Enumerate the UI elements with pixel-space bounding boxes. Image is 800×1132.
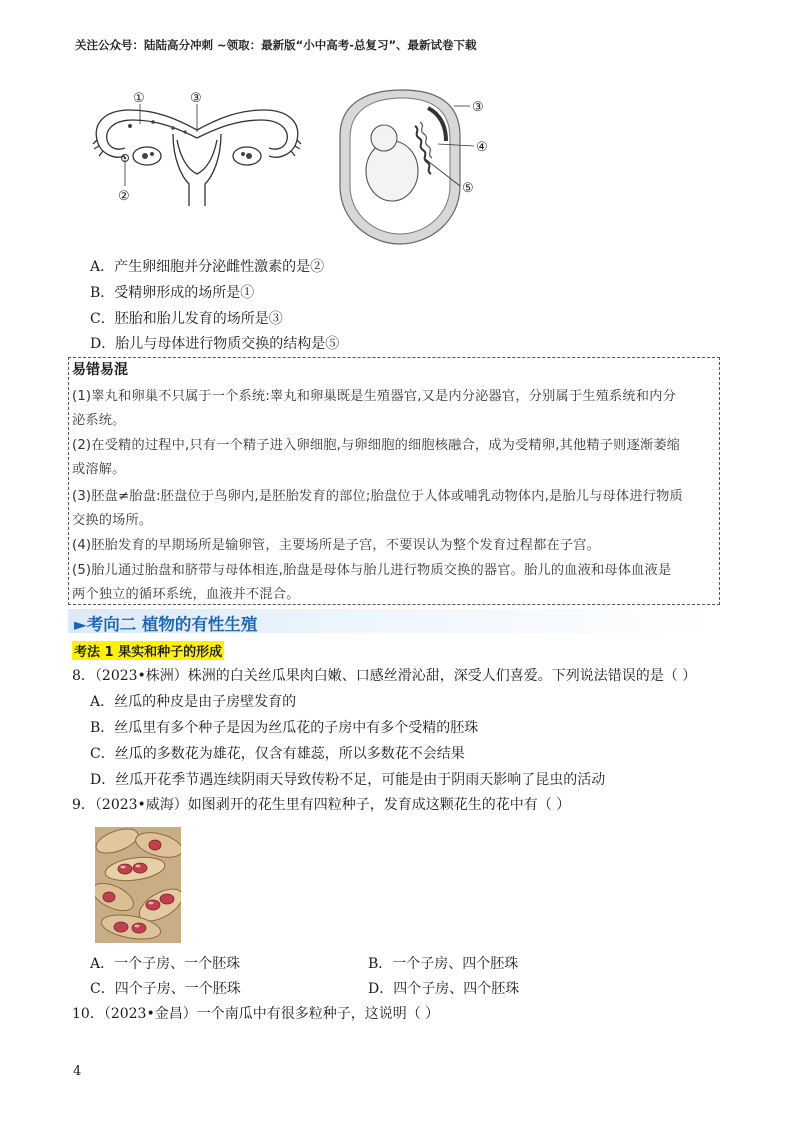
confusion-line: 泌系统。 [72,413,126,428]
q8-option-d: D．丝瓜开花季节遇连续阴雨天导致传粉不足，可能是由于阴雨天影响了昆虫的活动 [90,772,606,788]
q9-stem: 9．（2023•威海）如图剥开的花生里有四粒种子，发育成这颗花生的花中有（ ） [72,797,571,813]
q7-option-c: C．胚胎和胎儿发育的场所是③ [90,311,283,327]
q8-stem: 8．（2023•株洲）株洲的白关丝瓜果肉白嫩、口感丝滑沁甜，深受人们喜爱。下列说法错误的是（ ） [72,668,697,684]
fetus-label-5: ⑤ [462,181,474,196]
q9-option-a: A．一个子房、一个胚珠 [90,956,241,972]
uterus-label-1: ① [133,91,145,106]
confusion-line: (4)胚胎发育的早期场所是输卵管，主要场所是子宫，不要误认为整个发育过程都在子宫。 [72,538,601,553]
confusion-line: 两个独立的循环系统，血液并不混合。 [72,587,300,602]
confusion-line: (3)胚盘≠胎盘:胚盘位于鸟卵内,是胚胎发育的部位;胎盘位于人体或哺乳动物体内,是胎儿与母体进行物质 [72,489,683,504]
q7-option-a: A．产生卵细胞并分泌雌性激素的是② [90,259,325,275]
q8-option-a: A．丝瓜的种皮是由子房壁发育的 [90,694,297,710]
q9-option-b: B．一个子房、四个胚珠 [368,956,519,972]
confusion-line: 交换的场所。 [72,513,153,528]
page-number: 4 [73,1064,82,1079]
confusion-line: (1)睾丸和卵巢不只属于一个系统:睾丸和卵巢既是生殖器官,又是内分泌器官，分别属于生殖系统和内分 [72,389,676,404]
q9-option-c: C．四个子房、一个胚珠 [90,981,241,997]
confusion-line: 或溶解。 [72,462,126,477]
confusion-line: (2)在受精的过程中,只有一个精子进入卵细胞,与卵细胞的细胞核融合，成为受精卵,其他精子则逐渐萎缩 [72,438,681,453]
confusion-box-title: 易错易混 [72,362,128,378]
uterus-diagram [85,88,310,213]
q8-option-c: C．丝瓜的多数花为雄花，仅含有雄蕊，所以多数花不会结果 [90,746,465,762]
uterus-label-2: ② [118,189,130,204]
fetus-label-4: ④ [476,140,488,155]
q7-option-b: B．受精卵形成的场所是① [90,285,255,301]
page-header: 关注公众号：陆陆高分冲刺 ~领取：最新版“小中高考-总复习”、最新试卷下载 [75,38,477,52]
section-heading: ►考向二 植物的有性生殖 [74,615,258,634]
fetus-diagram [320,86,510,246]
uterus-label-3: ③ [190,91,202,106]
q8-option-b: B．丝瓜里有多个种子是因为丝瓜花的子房中有多个受精的胚珠 [90,720,479,736]
kaofa-label: 考法 1 果实和种子的形成 [72,641,224,660]
q9-option-d: D．四个子房、四个胚珠 [368,981,520,997]
q10-stem: 10．（2023•金昌）一个南瓜中有很多粒种子，这说明（ ） [72,1006,440,1022]
peanut-photo [95,827,181,943]
confusion-line: (5)胎儿通过胎盘和脐带与母体相连,胎盘是母体与胎儿进行物质交换的器官。胎儿的血液和母体血液是 [72,563,672,578]
fetus-label-3: ③ [472,100,484,115]
q7-option-d: D．胎儿与母体进行物质交换的结构是⑤ [90,336,340,352]
